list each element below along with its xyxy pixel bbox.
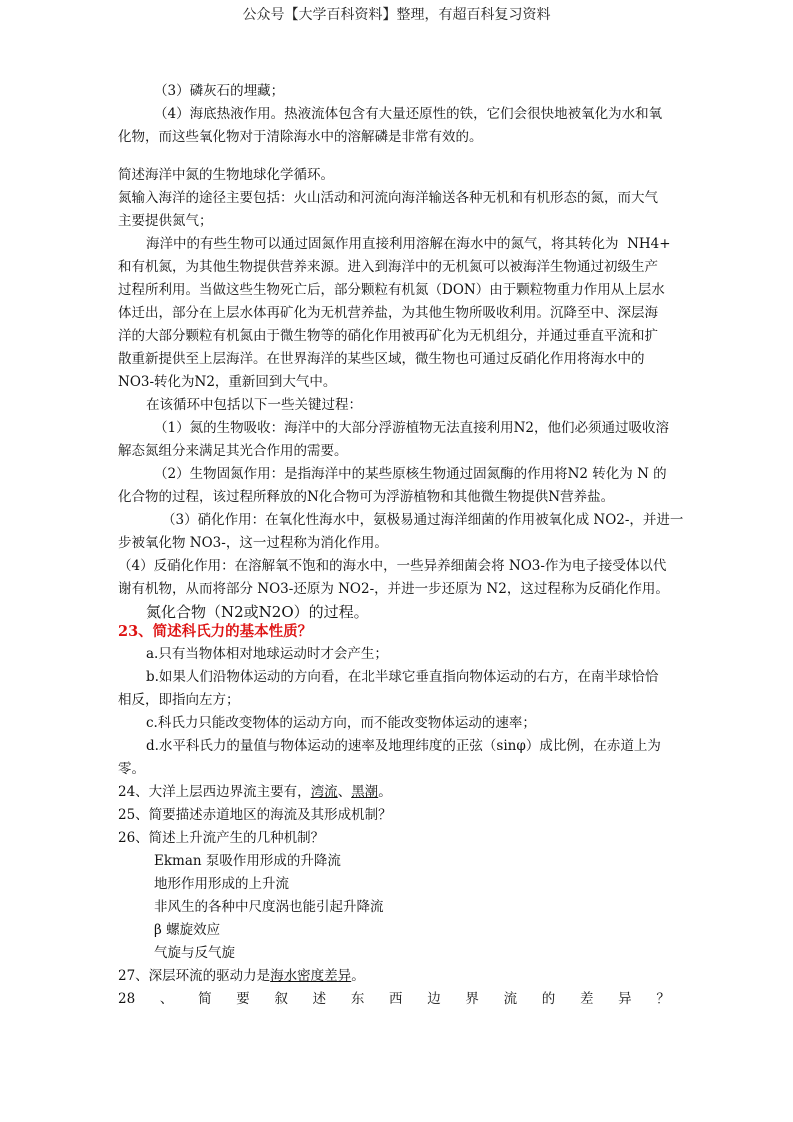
text-line: （3）硝化作用：在氧化性海水中，氨极易通过海洋细菌的作用被氧化成 NO2-，并进一 xyxy=(162,512,684,528)
text-span: 。 xyxy=(378,784,392,800)
question-27 xyxy=(118,965,678,988)
nitrogen-section xyxy=(118,164,684,624)
text-line: 零。 xyxy=(118,761,145,777)
text-line: 和有机氮，为其他生物提供营养来源。进入到海洋中的无机氮可以被海洋生物通过初级生产 xyxy=(118,259,658,275)
char: 西 xyxy=(389,991,403,1007)
text-line: 步被氧化物 NO3-，这一过程称为消化作用。 xyxy=(118,535,388,551)
answer-underlined: 黑潮 xyxy=(351,784,379,800)
question-24 xyxy=(118,781,678,804)
char: 边 xyxy=(427,991,441,1007)
text-line: （3）磷灰石的埋藏； xyxy=(154,83,285,99)
char: 要 xyxy=(236,991,250,1007)
char: 差 xyxy=(579,991,594,1007)
text-span: 、 xyxy=(337,784,352,800)
char: 述 xyxy=(312,991,327,1007)
text-line xyxy=(118,233,678,256)
question-28 xyxy=(118,988,670,1011)
text-line: b.如果人们沿物体运动的方向看，在北半球它垂直指向物体运动的右方，在南半球恰恰 xyxy=(146,669,659,685)
char: 简 xyxy=(198,991,212,1007)
text-span: 27、深层环流的驱动力是 xyxy=(118,968,271,984)
char: 、 xyxy=(159,991,174,1007)
text-span: 海洋中的有些生物可以通过固氮作用直接利用溶解在海水中的氮气，将其转化为 xyxy=(146,236,619,252)
question-26-title: 26、简述上升流产生的几种机制？ xyxy=(118,830,325,846)
text-line: c.科氏力只能改变物体的运动方向，而不能改变物体运动的速率； xyxy=(146,715,536,731)
coriolis-section xyxy=(118,620,678,781)
text-line: d.水平科氏力的量值与物体运动的速率及地理纬度的正弦（sinφ）成比例，在赤道上为 xyxy=(146,738,661,754)
phosphorus-section xyxy=(118,80,678,149)
text-line: 化物，而这些氧化物对于清除海水中的溶解磷是非常有效的。 xyxy=(118,129,483,145)
char: 东 xyxy=(350,991,365,1007)
char: 的 xyxy=(541,991,556,1007)
text-line: 散重新提供至上层海洋。在世界海洋的某些区域，微生物也可通过反硝化作用将海水中的 xyxy=(118,351,645,367)
text-line: 体迁出，部分在上层水体再矿化为无机营养盐，为其他生物所吸收利用。沉降至中、深层海 xyxy=(118,305,658,321)
text-span: NH4+ xyxy=(627,236,671,252)
text-line: （2）生物固氮作用：是指海洋中的某些原核生物通过固氮酶的作用将N2 转化为 N 的 xyxy=(154,466,667,482)
char: 28 xyxy=(118,991,136,1007)
text-line: 在该循环中包括以下一些关键过程： xyxy=(146,397,362,413)
text-span: 24、大洋上层西边界流主要有， xyxy=(118,784,311,800)
section-title: 简述海洋中氮的生物地球化学循环。 xyxy=(118,167,334,183)
text-line: NO3-转化为N2，重新回到大气中。 xyxy=(118,374,337,390)
text-line: 解态氮组分来满足其光合作用的需要。 xyxy=(118,443,348,459)
text-line: 谢有机物，从而将部分 NO3-还原为 NO2-，并进一步还原为 N2，这过程称为反硝化作用。 xyxy=(118,581,669,597)
list-item: 地形作用形成的上升流 xyxy=(154,876,289,892)
char: 异 xyxy=(618,991,632,1007)
text-line: 氮输入海洋的途径主要包括：火山活动和河流向海洋输送各种无机和有机形态的氮，而大气 xyxy=(118,190,658,206)
question-23-title: 23、简述科氏力的基本性质？ xyxy=(118,623,313,640)
page-header: 公众号【大学百科资料】整理，有超百科复习资料 xyxy=(242,7,551,23)
char: ？ xyxy=(656,991,670,1007)
text-line: （1）氮的生物吸收：海洋中的大部分浮游植物无法直接利用N2，他们必须通过吸收溶 xyxy=(154,420,669,436)
text-line: 洋的大部分颗粒有机氮由于微生物等的硝化作用被再矿化为无机组分，并通过垂直平流和扩 xyxy=(118,328,658,344)
char: 界 xyxy=(465,991,479,1007)
answer-underlined: 海水密度差异 xyxy=(270,968,352,984)
char: 叙 xyxy=(274,991,288,1007)
questions-24-28 xyxy=(118,781,678,1011)
char: 流 xyxy=(503,991,518,1007)
text-line: a.只有当物体相对地球运动时才会产生； xyxy=(146,646,388,662)
text-line: 过程所利用。当做这些生物死亡后，部分颗粒有机氮（DON）由于颗粒物重力作用从上层水 xyxy=(118,282,665,298)
text-line: 主要提供氮气； xyxy=(118,213,213,229)
answer-underlined: 湾流 xyxy=(310,784,338,800)
text-line: （4）海底热液作用。热液流体包含有大量还原性的铁，它们会很快地被氧化为水和氧 xyxy=(154,106,663,122)
text-line: （4）反硝化作用：在溶解氧不饱和的海水中，一些异养细菌会将 NO3-作为电子接受体以代 xyxy=(118,558,667,574)
question-25: 25、简要描述赤道地区的海流及其形成机制？ xyxy=(118,807,392,823)
list-item: Ekman 泵吸作用形成的升降流 xyxy=(154,853,341,869)
text-span: 。 xyxy=(351,968,365,984)
text-line: 相反，即指向左方； xyxy=(118,692,240,708)
text-line: 氮化合物（N2或N2O）的过程。 xyxy=(146,603,369,621)
list-item: 非风生的各种中尺度涡也能引起升降流 xyxy=(154,899,384,915)
list-item: β 螺旋效应 xyxy=(154,922,221,938)
text-line: 化合物的过程，该过程所释放的N化合物可为浮游植物和其他微生物提供N营养盐。 xyxy=(118,489,615,505)
list-item: 气旋与反气旋 xyxy=(154,945,235,961)
